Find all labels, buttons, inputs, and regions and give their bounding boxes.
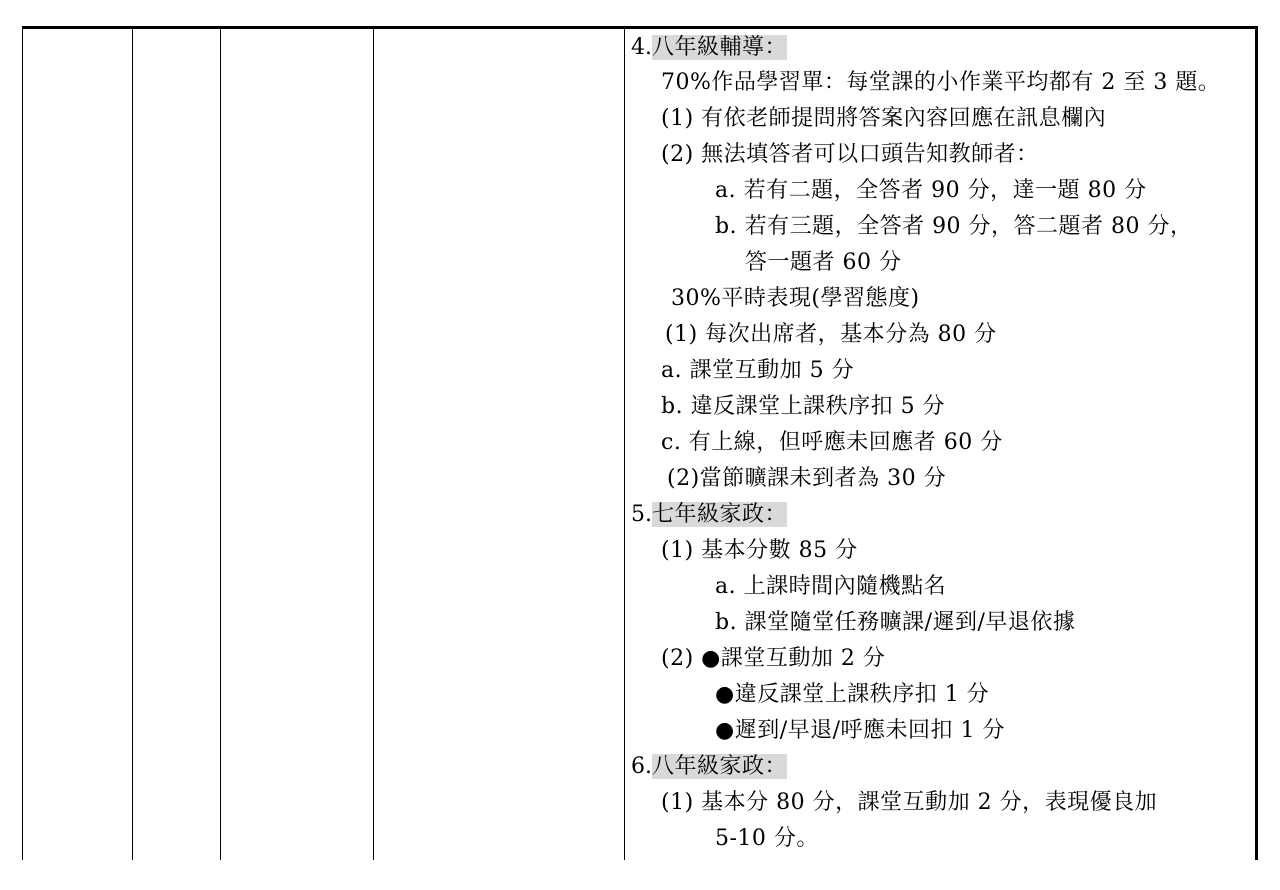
text-line: a. 上課時間內隨機點名	[715, 574, 947, 599]
section-title: 八年級家政：	[652, 754, 788, 779]
text-line: 70%作品學習單：每堂課的小作業平均都有 2 至 3 題。	[661, 70, 1221, 95]
text-line: 30%平時表現(學習態度)	[671, 286, 920, 311]
text-line: b. 課堂隨堂任務曠課/遲到/早退依據	[715, 610, 1076, 635]
section-title: 八年級輔導：	[652, 35, 788, 60]
text-line: b. 若有三題，全答者 90 分，答二題者 80 分，	[715, 214, 1193, 239]
text-line: (1) 每次出席者，基本分為 80 分	[665, 322, 997, 347]
text-line: (1) 基本分 80 分，課堂互動加 2 分，表現優良加	[661, 790, 1158, 815]
table-column-1	[23, 29, 133, 860]
table-column-2	[132, 29, 221, 860]
grading-table	[22, 26, 1258, 860]
text-line: b. 違反課堂上課秩序扣 5 分	[661, 394, 946, 419]
text-line: a. 若有二題，全答者 90 分，達一題 80 分	[715, 178, 1147, 203]
text-line: (2) ●課堂互動加 2 分	[661, 646, 886, 671]
text-line: (1) 基本分數 85 分	[661, 538, 858, 563]
text-line: (1) 有依老師提問將答案內容回應在訊息欄內	[661, 106, 1107, 131]
section-heading	[631, 500, 787, 530]
section-number: 5.	[631, 502, 652, 527]
table-column-4	[373, 29, 625, 860]
text-line: 5-10 分。	[715, 826, 819, 851]
section-title: 七年級家政：	[652, 502, 788, 527]
text-line: (2) 無法填答者可以口頭告知教師者：	[661, 142, 1039, 167]
section-number: 6.	[631, 754, 652, 779]
section-heading	[631, 752, 787, 782]
text-line: 答一題者 60 分	[745, 250, 902, 275]
text-line: (2)當節曠課未到者為 30 分	[667, 466, 947, 491]
section-heading	[631, 33, 787, 63]
text-line: ●違反課堂上課秩序扣 1 分	[715, 682, 990, 707]
table-column-3	[220, 29, 374, 860]
section-number: 4.	[631, 35, 652, 60]
text-line: ●遲到/早退/呼應未回扣 1 分	[715, 718, 1006, 743]
grading-criteria-cell	[625, 29, 1255, 860]
text-line: a. 課堂互動加 5 分	[661, 358, 855, 383]
text-line: c. 有上線，但呼應未回應者 60 分	[661, 430, 1003, 455]
